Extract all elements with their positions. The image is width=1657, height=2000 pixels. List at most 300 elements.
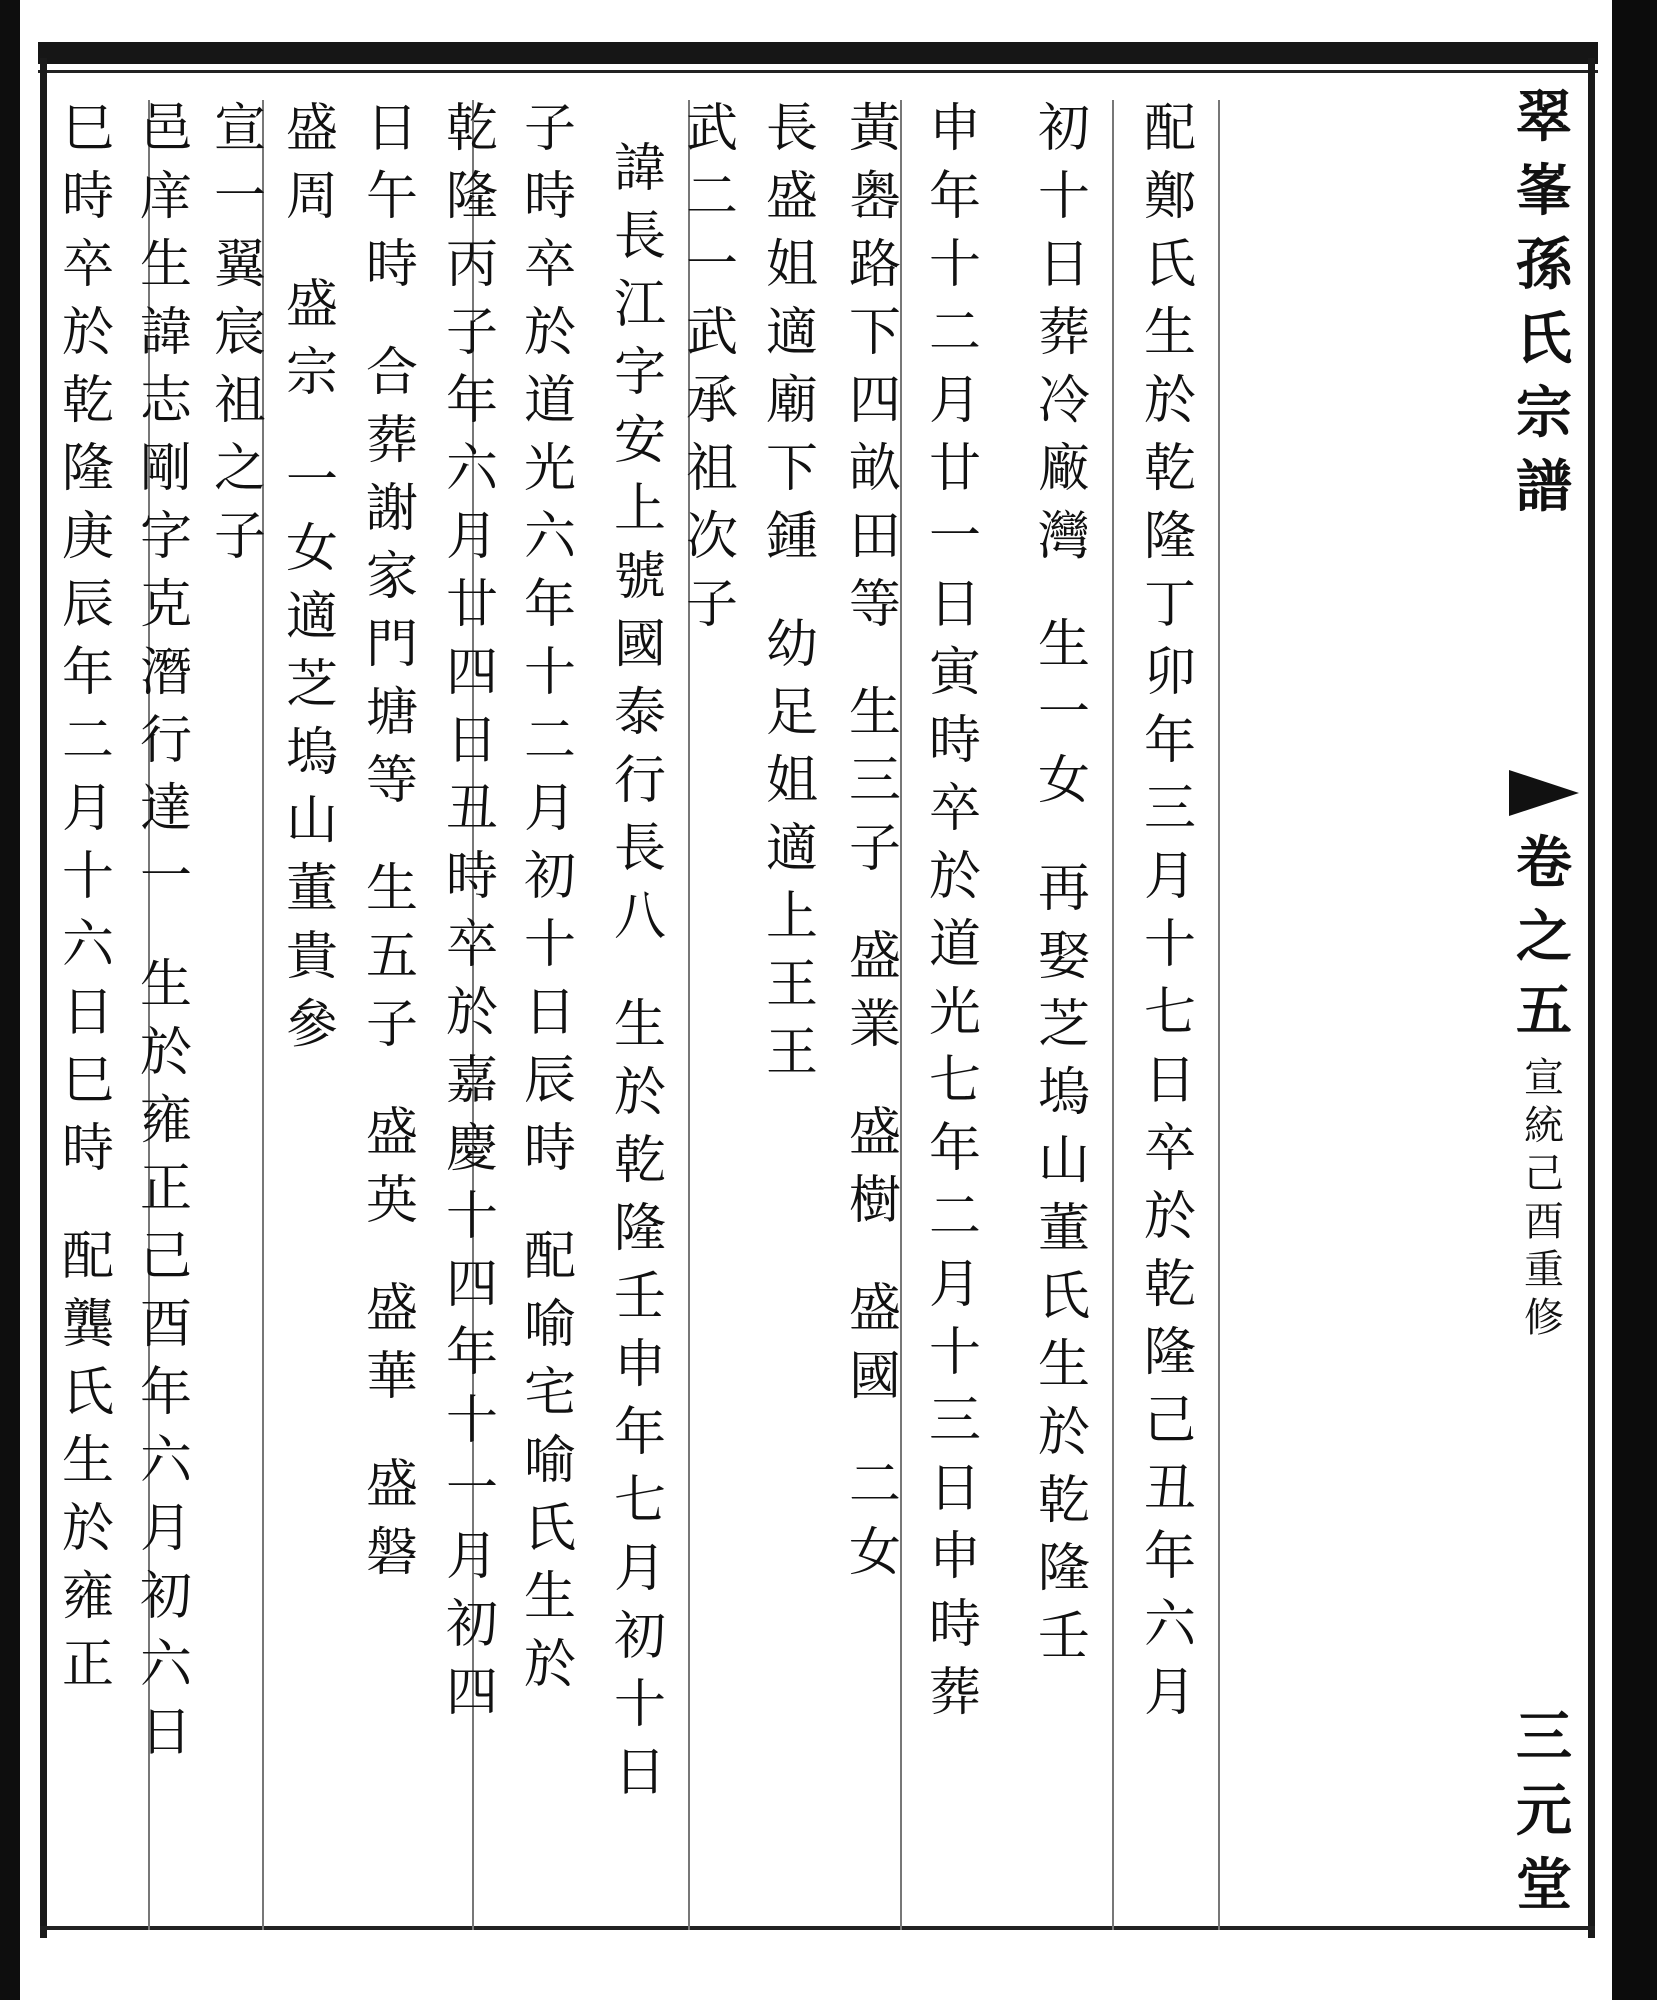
column-char: 年 bbox=[445, 371, 498, 431]
vertical-char: 元 bbox=[1516, 1778, 1572, 1844]
column-char: 三 bbox=[928, 1391, 981, 1451]
column-char: 十 bbox=[928, 1323, 981, 1383]
column-char: 冷 bbox=[1037, 371, 1090, 431]
column-char: 王 bbox=[765, 1023, 818, 1083]
column-char: 四 bbox=[445, 643, 498, 703]
column-char: 生 bbox=[1037, 615, 1090, 675]
vertical-char: 五 bbox=[1516, 978, 1572, 1044]
column-char: 時 bbox=[365, 235, 418, 295]
column-char: 山 bbox=[1037, 1131, 1090, 1191]
column-char: 乾 bbox=[61, 371, 114, 431]
vertical-char: 修 bbox=[1524, 1295, 1564, 1341]
column-divider bbox=[1218, 100, 1220, 1930]
column-char: 巳 bbox=[61, 1051, 114, 1111]
vertical-char: 統 bbox=[1524, 1103, 1564, 1149]
column-char: 丁 bbox=[1143, 575, 1196, 635]
column-char: 生 bbox=[139, 235, 192, 295]
column-char: 再 bbox=[1037, 859, 1090, 919]
column-char: 道 bbox=[523, 371, 576, 431]
column-char: 氏 bbox=[1037, 1267, 1090, 1327]
column-char: 二 bbox=[848, 1455, 901, 1515]
vertical-char: 宣 bbox=[1524, 1055, 1564, 1101]
vertical-char: 翠 bbox=[1516, 84, 1572, 150]
column-char: 王 bbox=[765, 955, 818, 1015]
column-char: 庠 bbox=[139, 167, 192, 227]
column-char: 適 bbox=[285, 587, 338, 647]
column-char: 日 bbox=[365, 99, 418, 159]
column-char: 氏 bbox=[61, 1363, 114, 1423]
column-char: 月 bbox=[523, 779, 576, 839]
scan-right-edge bbox=[1612, 0, 1657, 2000]
column-char: 壬 bbox=[1037, 1607, 1090, 1667]
column-char: 日 bbox=[445, 711, 498, 771]
column-char: 達 bbox=[139, 779, 192, 839]
column-char: 二 bbox=[685, 167, 738, 227]
column-char: 一 bbox=[213, 167, 266, 227]
column-char: 時 bbox=[928, 1595, 981, 1655]
column-char: 行 bbox=[613, 751, 666, 811]
column-char: 雍 bbox=[61, 1567, 114, 1627]
column-char: 生 bbox=[1143, 303, 1196, 363]
column-char: 業 bbox=[848, 995, 901, 1055]
column-char: 隆 bbox=[61, 439, 114, 499]
column-char: 喻 bbox=[523, 1431, 576, 1491]
column-char: 十 bbox=[523, 915, 576, 975]
column-char: 塘 bbox=[365, 683, 418, 743]
text-column bbox=[432, 95, 512, 1727]
column-char: 黃 bbox=[848, 99, 901, 159]
column-char: 庚 bbox=[61, 507, 114, 567]
column-char: 日 bbox=[523, 983, 576, 1043]
column-char: 下 bbox=[848, 303, 901, 363]
column-char: 乾 bbox=[445, 99, 498, 159]
column-char: 己 bbox=[1143, 1391, 1196, 1451]
column-char: 上 bbox=[765, 887, 818, 947]
column-char: 生 bbox=[613, 995, 666, 1055]
column-char: 十 bbox=[928, 235, 981, 295]
column-char: 一 bbox=[1037, 683, 1090, 743]
column-char: 女 bbox=[1037, 751, 1090, 811]
column-char: 十 bbox=[1143, 915, 1196, 975]
column-char: 卒 bbox=[61, 235, 114, 295]
column-char: 之 bbox=[213, 439, 266, 499]
column-char: 於 bbox=[928, 847, 981, 907]
column-char: 七 bbox=[928, 1051, 981, 1111]
column-char: 等 bbox=[365, 751, 418, 811]
column-char: 生 bbox=[61, 1431, 114, 1491]
vertical-char: 之 bbox=[1516, 904, 1572, 970]
column-char: 國 bbox=[848, 1347, 901, 1407]
column-char: 辰 bbox=[61, 575, 114, 635]
vertical-char: 卷 bbox=[1516, 830, 1572, 896]
column-char: 五 bbox=[365, 927, 418, 987]
column-char: 志 bbox=[139, 371, 192, 431]
column-char: 氏 bbox=[523, 1499, 576, 1559]
vertical-char: 譜 bbox=[1516, 454, 1572, 520]
column-char: 盛 bbox=[365, 1455, 418, 1515]
column-char: 年 bbox=[139, 1363, 192, 1423]
column-char: 合 bbox=[365, 343, 418, 403]
column-char: 道 bbox=[928, 915, 981, 975]
column-char: 長 bbox=[613, 819, 666, 879]
column-char: 於 bbox=[139, 1023, 192, 1083]
column-char: 六 bbox=[61, 915, 114, 975]
column-char: 華 bbox=[365, 1347, 418, 1407]
column-char: 隆 bbox=[1143, 507, 1196, 567]
column-char: 適 bbox=[765, 819, 818, 879]
vertical-char: 酉 bbox=[1524, 1199, 1564, 1245]
fish-tail-mark bbox=[1509, 770, 1579, 816]
vertical-char: 孫 bbox=[1516, 232, 1572, 298]
column-char: 字 bbox=[139, 507, 192, 567]
column-char: 樹 bbox=[848, 1171, 901, 1231]
column-char: 正 bbox=[139, 1159, 192, 1219]
column-char: 於 bbox=[613, 1063, 666, 1123]
column-char: 隆 bbox=[445, 167, 498, 227]
column-char: 月 bbox=[1143, 847, 1196, 907]
column-char: 丑 bbox=[1143, 1459, 1196, 1519]
column-char: 月 bbox=[445, 1527, 498, 1587]
column-char: 葬 bbox=[928, 1663, 981, 1723]
column-char: 貴 bbox=[285, 927, 338, 987]
column-char: 時 bbox=[445, 847, 498, 907]
vertical-char: 堂 bbox=[1516, 1852, 1572, 1918]
column-char: 巳 bbox=[61, 99, 114, 159]
column-char: 門 bbox=[365, 615, 418, 675]
text-column bbox=[48, 95, 128, 1699]
column-char: 葬 bbox=[1037, 303, 1090, 363]
column-char: 月 bbox=[139, 1499, 192, 1559]
column-char: 六 bbox=[1143, 1595, 1196, 1655]
column-char: 月 bbox=[1143, 1663, 1196, 1723]
column-char: 鍾 bbox=[765, 507, 818, 567]
column-char: 長 bbox=[765, 99, 818, 159]
column-char: 年 bbox=[928, 167, 981, 227]
column-char: 月 bbox=[613, 1539, 666, 1599]
column-char: 生 bbox=[139, 955, 192, 1015]
text-column bbox=[126, 95, 206, 1767]
text-column bbox=[600, 95, 680, 1807]
column-char: 月 bbox=[928, 371, 981, 431]
column-char: 六 bbox=[139, 1635, 192, 1695]
column-char: 正 bbox=[61, 1635, 114, 1695]
column-char: 月 bbox=[928, 1255, 981, 1315]
column-char: 上 bbox=[613, 479, 666, 539]
column-char: 參 bbox=[285, 995, 338, 1055]
column-char: 配 bbox=[61, 1227, 114, 1287]
column-char: 國 bbox=[613, 615, 666, 675]
column-char: 安 bbox=[613, 411, 666, 471]
text-column bbox=[352, 95, 432, 1587]
column-char: 盛 bbox=[765, 167, 818, 227]
text-column bbox=[752, 95, 832, 1087]
column-char: 寅 bbox=[928, 643, 981, 703]
column-char: 盛 bbox=[848, 1103, 901, 1163]
column-char: 隆 bbox=[1143, 1323, 1196, 1383]
column-char: 等 bbox=[848, 575, 901, 635]
column-char: 時 bbox=[61, 1119, 114, 1179]
column-char: 嘉 bbox=[445, 1051, 498, 1111]
column-char: 日 bbox=[1143, 1051, 1196, 1111]
column-char: 幼 bbox=[765, 615, 818, 675]
column-char: 英 bbox=[365, 1171, 418, 1231]
top-border bbox=[38, 42, 1598, 64]
column-char: 芝 bbox=[285, 655, 338, 715]
column-char: 鄭 bbox=[1143, 167, 1196, 227]
column-char: 剛 bbox=[139, 439, 192, 499]
column-char: 廟 bbox=[765, 371, 818, 431]
column-char: 生 bbox=[523, 1567, 576, 1627]
column-char: 於 bbox=[61, 303, 114, 363]
scan-left-edge bbox=[0, 0, 20, 2000]
column-char: 盛 bbox=[285, 99, 338, 159]
column-char: 七 bbox=[1143, 983, 1196, 1043]
column-char: 二 bbox=[523, 711, 576, 771]
column-char: 酉 bbox=[139, 1295, 192, 1355]
column-char: 十 bbox=[523, 643, 576, 703]
column-char: 盛 bbox=[848, 927, 901, 987]
column-char: 卯 bbox=[1143, 643, 1196, 703]
column-char: 初 bbox=[1037, 99, 1090, 159]
column-char: 月 bbox=[61, 779, 114, 839]
column-char: 宅 bbox=[523, 1363, 576, 1423]
column-char: 一 bbox=[928, 507, 981, 567]
column-char: 初 bbox=[139, 1567, 192, 1627]
column-char: 四 bbox=[445, 1255, 498, 1315]
column-char: 盛 bbox=[285, 275, 338, 335]
column-char: 乾 bbox=[1037, 1471, 1090, 1531]
column-char: 子 bbox=[365, 995, 418, 1055]
column-char: 一 bbox=[685, 235, 738, 295]
column-char: 江 bbox=[613, 275, 666, 335]
column-char: 女 bbox=[285, 519, 338, 579]
column-char: 於 bbox=[1037, 1403, 1090, 1463]
column-char: 潛 bbox=[139, 643, 192, 703]
text-column bbox=[672, 95, 752, 639]
column-char: 卒 bbox=[1143, 1119, 1196, 1179]
column-char: 宸 bbox=[213, 303, 266, 363]
column-char: 日 bbox=[61, 983, 114, 1043]
column-char: 四 bbox=[848, 371, 901, 431]
column-char: 光 bbox=[928, 983, 981, 1043]
column-char: 年 bbox=[445, 1323, 498, 1383]
column-char: 生 bbox=[365, 859, 418, 919]
vertical-char: 重 bbox=[1524, 1247, 1564, 1293]
column-char: 壬 bbox=[613, 1267, 666, 1327]
text-column bbox=[1024, 95, 1104, 1671]
column-char: 長 bbox=[613, 207, 666, 267]
column-char: 於 bbox=[523, 1635, 576, 1695]
column-char: 辰 bbox=[523, 1051, 576, 1111]
column-char: 日 bbox=[139, 1703, 192, 1763]
column-char: 廿 bbox=[445, 575, 498, 635]
column-char: 年 bbox=[928, 1119, 981, 1179]
text-column bbox=[510, 95, 590, 1699]
column-char: 二 bbox=[928, 303, 981, 363]
text-column bbox=[200, 95, 280, 571]
column-char: 年 bbox=[61, 643, 114, 703]
column-char: 生 bbox=[1037, 1335, 1090, 1395]
column-char: 十 bbox=[61, 847, 114, 907]
column-char: 山 bbox=[285, 791, 338, 851]
column-char: 娶 bbox=[1037, 927, 1090, 987]
column-char: 字 bbox=[613, 343, 666, 403]
column-char: 時 bbox=[928, 711, 981, 771]
text-column bbox=[835, 95, 915, 1587]
column-char: 配 bbox=[1143, 99, 1196, 159]
column-char: 於 bbox=[523, 303, 576, 363]
column-char: 隆 bbox=[1037, 1539, 1090, 1599]
column-char: 一 bbox=[445, 1459, 498, 1519]
column-char: 子 bbox=[445, 303, 498, 363]
column-char: 乾 bbox=[1143, 439, 1196, 499]
column-char: 泰 bbox=[613, 683, 666, 743]
vertical-char: 氏 bbox=[1516, 306, 1572, 372]
column-char: 於 bbox=[1143, 1187, 1196, 1247]
column-char: 武 bbox=[685, 303, 738, 363]
column-char: 四 bbox=[445, 1663, 498, 1723]
edition-note bbox=[1524, 1054, 1564, 1342]
column-char: 日 bbox=[928, 575, 981, 635]
column-char: 日 bbox=[928, 1459, 981, 1519]
column-char: 十 bbox=[445, 1391, 498, 1451]
column-char: 盛 bbox=[848, 1279, 901, 1339]
column-char: 六 bbox=[139, 1431, 192, 1491]
column-char: 祖 bbox=[213, 371, 266, 431]
column-char: 畝 bbox=[848, 439, 901, 499]
text-column bbox=[272, 95, 352, 1059]
column-char: 六 bbox=[523, 507, 576, 567]
vertical-char: 三 bbox=[1516, 1704, 1572, 1770]
column-char: 三 bbox=[848, 751, 901, 811]
column-char: 卒 bbox=[523, 235, 576, 295]
left-border bbox=[40, 58, 47, 1938]
column-char: 董 bbox=[285, 859, 338, 919]
column-char: 芝 bbox=[1037, 995, 1090, 1055]
column-char: 光 bbox=[523, 439, 576, 499]
column-char: 乾 bbox=[1143, 1255, 1196, 1315]
hall-name bbox=[1502, 1700, 1586, 1922]
column-char: 宗 bbox=[285, 343, 338, 403]
column-char: 時 bbox=[523, 1119, 576, 1179]
column-char: 邑 bbox=[139, 99, 192, 159]
column-divider bbox=[1112, 100, 1114, 1930]
column-char: 日 bbox=[1037, 235, 1090, 295]
column-char: 初 bbox=[445, 1595, 498, 1655]
column-char: 時 bbox=[523, 167, 576, 227]
column-char: 姐 bbox=[765, 751, 818, 811]
column-char: 配 bbox=[523, 1227, 576, 1287]
column-char: 周 bbox=[285, 167, 338, 227]
column-char: 年 bbox=[613, 1403, 666, 1463]
vertical-char: 宗 bbox=[1516, 380, 1572, 446]
column-char: 翼 bbox=[213, 235, 266, 295]
column-char: 一 bbox=[139, 847, 192, 907]
column-char: 二 bbox=[928, 1187, 981, 1247]
column-char: 己 bbox=[139, 1227, 192, 1287]
column-char: 慶 bbox=[445, 1119, 498, 1179]
column-char: 廠 bbox=[1037, 439, 1090, 499]
vertical-char: 己 bbox=[1524, 1151, 1564, 1197]
column-char: 於 bbox=[1143, 371, 1196, 431]
column-char: 子 bbox=[685, 575, 738, 635]
column-char: 謝 bbox=[365, 479, 418, 539]
column-char: 一 bbox=[285, 451, 338, 511]
column-char: 丑 bbox=[445, 779, 498, 839]
column-char: 子 bbox=[523, 99, 576, 159]
column-char: 申 bbox=[928, 99, 981, 159]
column-char: 灣 bbox=[1037, 507, 1090, 567]
column-char: 月 bbox=[445, 507, 498, 567]
column-char: 七 bbox=[613, 1471, 666, 1531]
book-title bbox=[1502, 80, 1586, 524]
column-char: 行 bbox=[139, 711, 192, 771]
column-char: 姐 bbox=[765, 235, 818, 295]
column-char: 足 bbox=[765, 683, 818, 743]
column-char: 雍 bbox=[139, 1091, 192, 1151]
column-char: 丙 bbox=[445, 235, 498, 295]
column-char: 諱 bbox=[613, 139, 666, 199]
column-char: 喻 bbox=[523, 1295, 576, 1355]
column-char: 六 bbox=[445, 439, 498, 499]
bottom-border bbox=[40, 1926, 1595, 1930]
column-char: 次 bbox=[685, 507, 738, 567]
column-char: 盛 bbox=[365, 1279, 418, 1339]
column-char: 年 bbox=[1143, 1527, 1196, 1587]
column-char: 乾 bbox=[613, 1131, 666, 1191]
column-char: 三 bbox=[1143, 779, 1196, 839]
column-char: 十 bbox=[445, 1187, 498, 1247]
column-char: 氏 bbox=[1143, 235, 1196, 295]
column-char: 八 bbox=[613, 887, 666, 947]
column-char: 諱 bbox=[139, 303, 192, 363]
column-char: 盛 bbox=[365, 1103, 418, 1163]
column-char: 磐 bbox=[365, 1523, 418, 1583]
text-column bbox=[915, 95, 995, 1727]
column-char: 申 bbox=[928, 1527, 981, 1587]
column-char: 龔 bbox=[61, 1295, 114, 1355]
column-char: 女 bbox=[848, 1523, 901, 1583]
column-char: 於 bbox=[61, 1499, 114, 1559]
column-char: 葬 bbox=[365, 411, 418, 471]
column-char: 時 bbox=[61, 167, 114, 227]
column-char: 日 bbox=[613, 1743, 666, 1803]
column-char: 卒 bbox=[445, 915, 498, 975]
column-char: 十 bbox=[613, 1675, 666, 1735]
vertical-char: 峯 bbox=[1516, 158, 1572, 224]
column-char: 十 bbox=[1037, 167, 1090, 227]
column-char: 子 bbox=[848, 819, 901, 879]
column-char: 廿 bbox=[928, 439, 981, 499]
column-char: 克 bbox=[139, 575, 192, 635]
column-char: 嶴 bbox=[848, 167, 901, 227]
top-border-inner bbox=[38, 70, 1598, 73]
column-char: 二 bbox=[61, 711, 114, 771]
page-gutter bbox=[1502, 80, 1586, 1930]
column-char: 董 bbox=[1037, 1199, 1090, 1259]
column-char: 宣 bbox=[213, 99, 266, 159]
column-char: 隆 bbox=[613, 1199, 666, 1259]
column-char: 午 bbox=[365, 167, 418, 227]
column-char: 田 bbox=[848, 507, 901, 567]
column-char: 下 bbox=[765, 439, 818, 499]
column-char: 年 bbox=[1143, 711, 1196, 771]
text-column bbox=[1130, 95, 1210, 1727]
column-char: 子 bbox=[213, 507, 266, 567]
column-char: 武 bbox=[685, 99, 738, 159]
column-char: 生 bbox=[848, 683, 901, 743]
right-border bbox=[1588, 58, 1595, 1938]
